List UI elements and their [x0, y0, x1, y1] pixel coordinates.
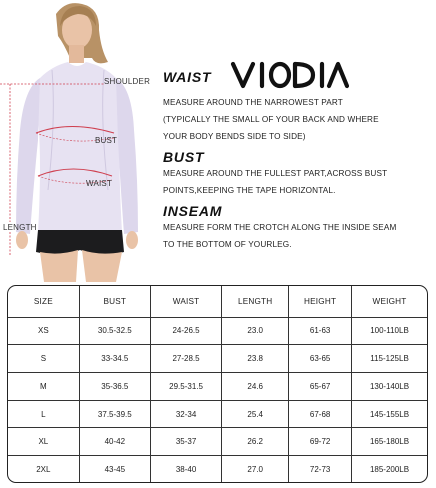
- inseam-heading: INSEAM: [163, 203, 223, 219]
- bust-line-1: MEASURE AROUND THE FULLEST PART,ACROSS BUST: [163, 169, 388, 178]
- cell-height: 63-65: [289, 345, 352, 373]
- cell-waist: 32-34: [150, 400, 221, 428]
- header-length: LENGTH: [222, 286, 289, 317]
- cell-height: 61-63: [289, 317, 352, 345]
- cell-length: 27.0: [222, 456, 289, 482]
- header-size: SIZE: [8, 286, 79, 317]
- bust-line-2: POINTS,KEEPING THE TAPE HORIZONTAL.: [163, 186, 336, 195]
- cell-waist: 35-37: [150, 428, 221, 456]
- cell-bust: 40-42: [79, 428, 150, 456]
- model-figure: [0, 0, 160, 282]
- cell-weight: 115-125LB: [352, 345, 427, 373]
- cell-height: 72-73: [289, 456, 352, 482]
- cell-bust: 35-36.5: [79, 372, 150, 400]
- header-weight: WEIGHT: [352, 286, 427, 317]
- waist-heading: WAIST: [163, 69, 212, 85]
- cell-size: XL: [8, 428, 79, 456]
- table-row: [8, 372, 427, 400]
- table-row: [8, 345, 427, 373]
- cell-bust: 43-45: [79, 456, 150, 482]
- size-chart: [7, 285, 428, 483]
- cell-length: 25.4: [222, 400, 289, 428]
- cell-waist: 24-26.5: [150, 317, 221, 345]
- cell-weight: 100-110LB: [352, 317, 427, 345]
- cell-weight: 130-140LB: [352, 372, 427, 400]
- brand-logo: [229, 60, 349, 95]
- cell-length: 23.8: [222, 345, 289, 373]
- cell-size: L: [8, 400, 79, 428]
- cell-bust: 37.5-39.5: [79, 400, 150, 428]
- waist-line-3: YOUR BODY BENDS SIDE TO SIDE): [163, 132, 306, 141]
- size-table: [8, 286, 427, 482]
- cell-length: 23.0: [222, 317, 289, 345]
- measurement-instructions: [163, 60, 433, 253]
- cell-length: 26.2: [222, 428, 289, 456]
- waist-description: [163, 94, 433, 145]
- shoulder-label: SHOULDER: [104, 77, 151, 86]
- cell-weight: 185-200LB: [369, 464, 410, 474]
- cell-size: M: [8, 372, 79, 400]
- cell-waist: 27-28.5: [150, 345, 221, 373]
- cell-length: 24.6: [222, 372, 289, 400]
- viodia-logo-icon: [229, 60, 349, 90]
- cell-bust: 30.5-32.5: [79, 317, 150, 345]
- bust-section-header: [163, 145, 433, 165]
- cell-weight: 145-155LB: [352, 400, 427, 428]
- bust-label: BUST: [95, 136, 118, 145]
- bust-heading: BUST: [163, 149, 205, 165]
- waist-line-2: (TYPICALLY THE SMALL OF YOUR BACK AND WHERE: [163, 115, 379, 124]
- cell-height: 69-72: [289, 428, 352, 456]
- waist-label: WAIST: [86, 179, 113, 188]
- table-row: [8, 428, 427, 456]
- cell-waist: 38-40: [150, 456, 221, 482]
- length-label: LENGTH: [3, 223, 37, 232]
- waist-line-1: MEASURE AROUND THE NARROWEST PART: [163, 98, 343, 107]
- bust-description: [163, 165, 433, 199]
- table-row: [8, 456, 427, 482]
- header-waist: WAIST: [150, 286, 221, 317]
- cell-size: 2XL: [8, 456, 79, 482]
- cell-size: XS: [8, 317, 79, 345]
- model-illustration: [0, 0, 160, 282]
- cell-height: 65-67: [289, 372, 352, 400]
- header-height: HEIGHT: [289, 286, 352, 317]
- inseam-section-header: [163, 199, 433, 219]
- inseam-line-1: MEASURE FORM THE CROTCH ALONG THE INSIDE SEAM: [163, 223, 397, 232]
- cell-height: 67-68: [289, 400, 352, 428]
- table-header-row: [8, 286, 427, 317]
- inseam-description: [163, 219, 433, 253]
- table-row: [8, 317, 427, 345]
- table-row: [8, 400, 427, 428]
- cell-size: S: [8, 345, 79, 373]
- header-bust: BUST: [79, 286, 150, 317]
- inseam-line-2: TO THE BOTTOM OF YOURLEG.: [163, 240, 292, 249]
- cell-weight: 165-180LB: [352, 428, 427, 456]
- waist-section-header: [163, 60, 433, 94]
- cell-waist: 29.5-31.5: [150, 372, 221, 400]
- cell-bust: 33-34.5: [79, 345, 150, 373]
